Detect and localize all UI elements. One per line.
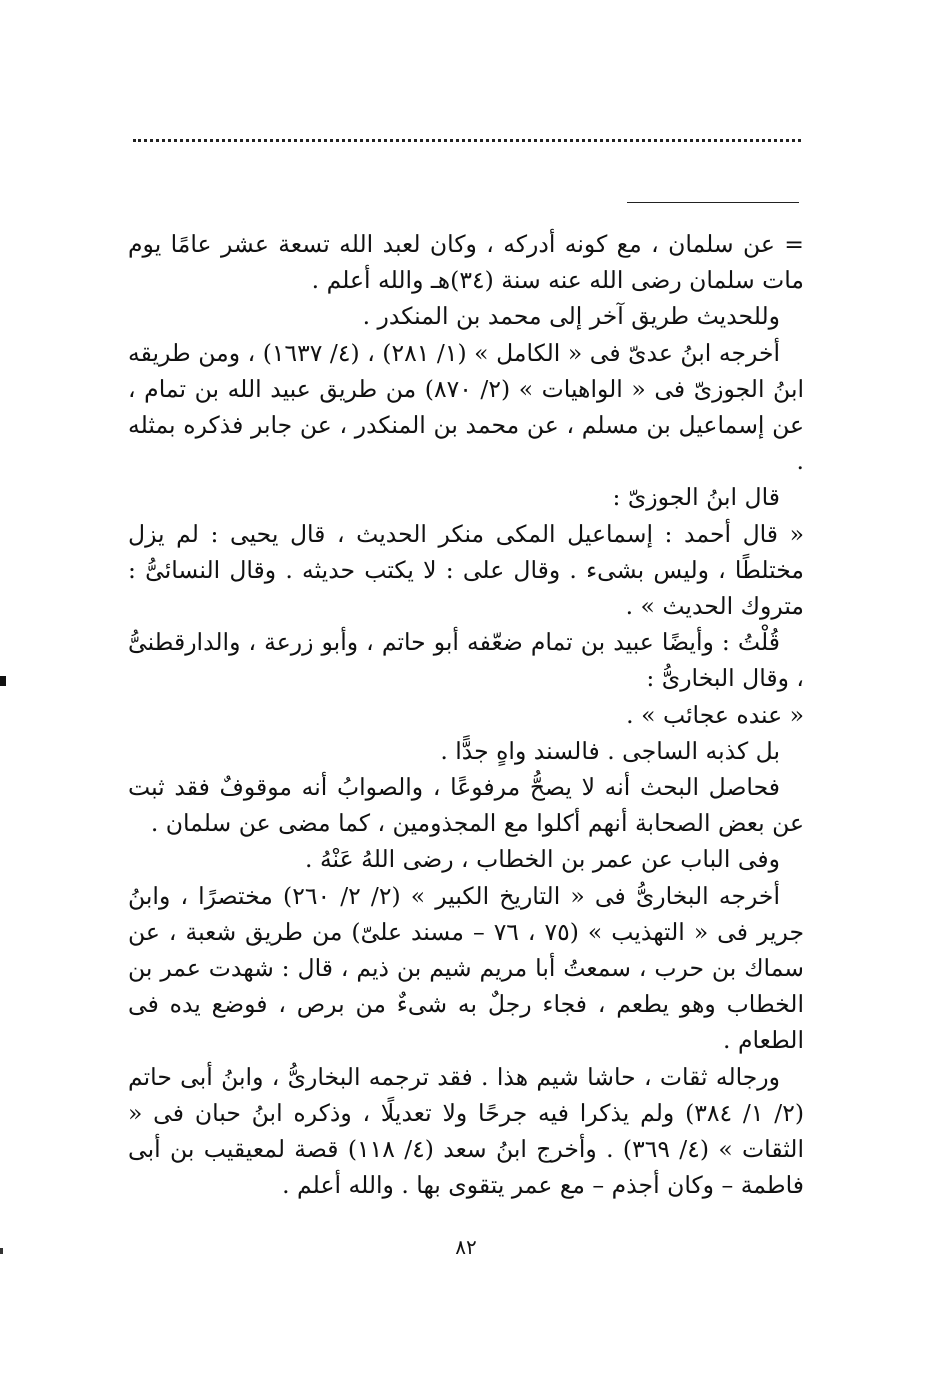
paragraph-1: = عن سلمان ، مع كونه أدركه ، وكان لعبد الله تسعة عشر عامًا يوم مات سلمان رضى الله عنه سنة (٣٤)هـ والله أعلم .: [128, 230, 804, 295]
paragraph-6: قُلْتُ : وأيضًا عبيد بن تمام ضعّفه أبو حاتم ، وأبو زرعة ، والدارقطنىُّ ، وقال البخارىُّ :: [128, 628, 804, 693]
paragraph-11: أخرجه البخارىُّ فى « التاريخ الكبير » (٢/ ٢/ ٢٦٠) مختصرًا ، وابنُ جرير فى « التهذيب » (٧٥ ، ٧٦ – مسند علىّ) من طريق شعبة ، عن سماك بن حرب ، سمعتُ أبا مريم شيم بن ذيم ، قال : شهدت عمر بن الخطاب وهو يطعم ، فجاء رجلٌ به شىءٌ من برص ، فوضع يده فى الطعام .: [128, 881, 804, 1055]
footnote-separator-line: [627, 202, 799, 203]
paragraph-10: وفى الباب عن عمر بن الخطاب ، رضى اللهُ عَنْهُ .: [305, 845, 780, 874]
paragraph-4: قال ابنُ الجوزىّ :: [612, 483, 780, 512]
scan-edge-mark: [0, 676, 6, 686]
paragraph-7-quote: « عنده عجائب » .: [626, 700, 804, 729]
paragraph-8: بل كذبه الساجى . فالسند واهٍ جدًّا .: [440, 736, 780, 765]
dotted-separator: [133, 139, 801, 142]
paragraph-9: فحاصل البحث أنه لا يصحُّ مرفوعًا ، والصوابُ أنه موقوفٌ فقد ثبت عن بعض الصحابة أنهم أكلوا مع المجذومين ، كما مضى عن سلمان .: [128, 773, 804, 838]
paragraph-12: ورجاله ثقات ، حاشا شيم هذا . فقد ترجمه البخارىُّ ، وابنُ أبى حاتم (٢/ ١/ ٣٨٤) ولم يذكرا فيه جرحًا ولا تعديلًا ، وذكره ابنُ حبان فى « الثقات » (٤/ ٣٦٩) . وأخرج ابنُ سعد (٤/ ١١٨) قصة لمعيقيب بن أبى فاطمة – وكان أجذم – مع عمر يتقوى بها . والله أعلم .: [128, 1062, 805, 1200]
page-number: ٨٢: [455, 1235, 477, 1259]
paragraph-3: أخرجه ابنُ عدىّ فى « الكامل » (١/ ٢٨١) ، (٤/ ١٦٣٧) ، ومن طريقه ابنُ الجوزىّ فى « الواهيات » (٢/ ٨٧٠) من طريق عبيد الله بن تمام ، عن إسماعيل بن مسلم ، عن محمد بن المنكدر ، عن جابر فذكره بمثله .: [128, 338, 805, 476]
footnote-body: [128, 226, 804, 1203]
scan-edge-mark-small: [0, 1248, 3, 1254]
paragraph-5-quote: « قال أحمد : إسماعيل المكى منكر الحديث ، قال يحيى : لم يزل مختلطًا ، وليس بشىء . وقال على : لا يكتب حديثه . وقال النسائىُّ : متروك الحديث » .: [128, 519, 804, 621]
paragraph-2: وللحديث طريق آخر إلى محمد بن المنكدر .: [362, 302, 780, 331]
